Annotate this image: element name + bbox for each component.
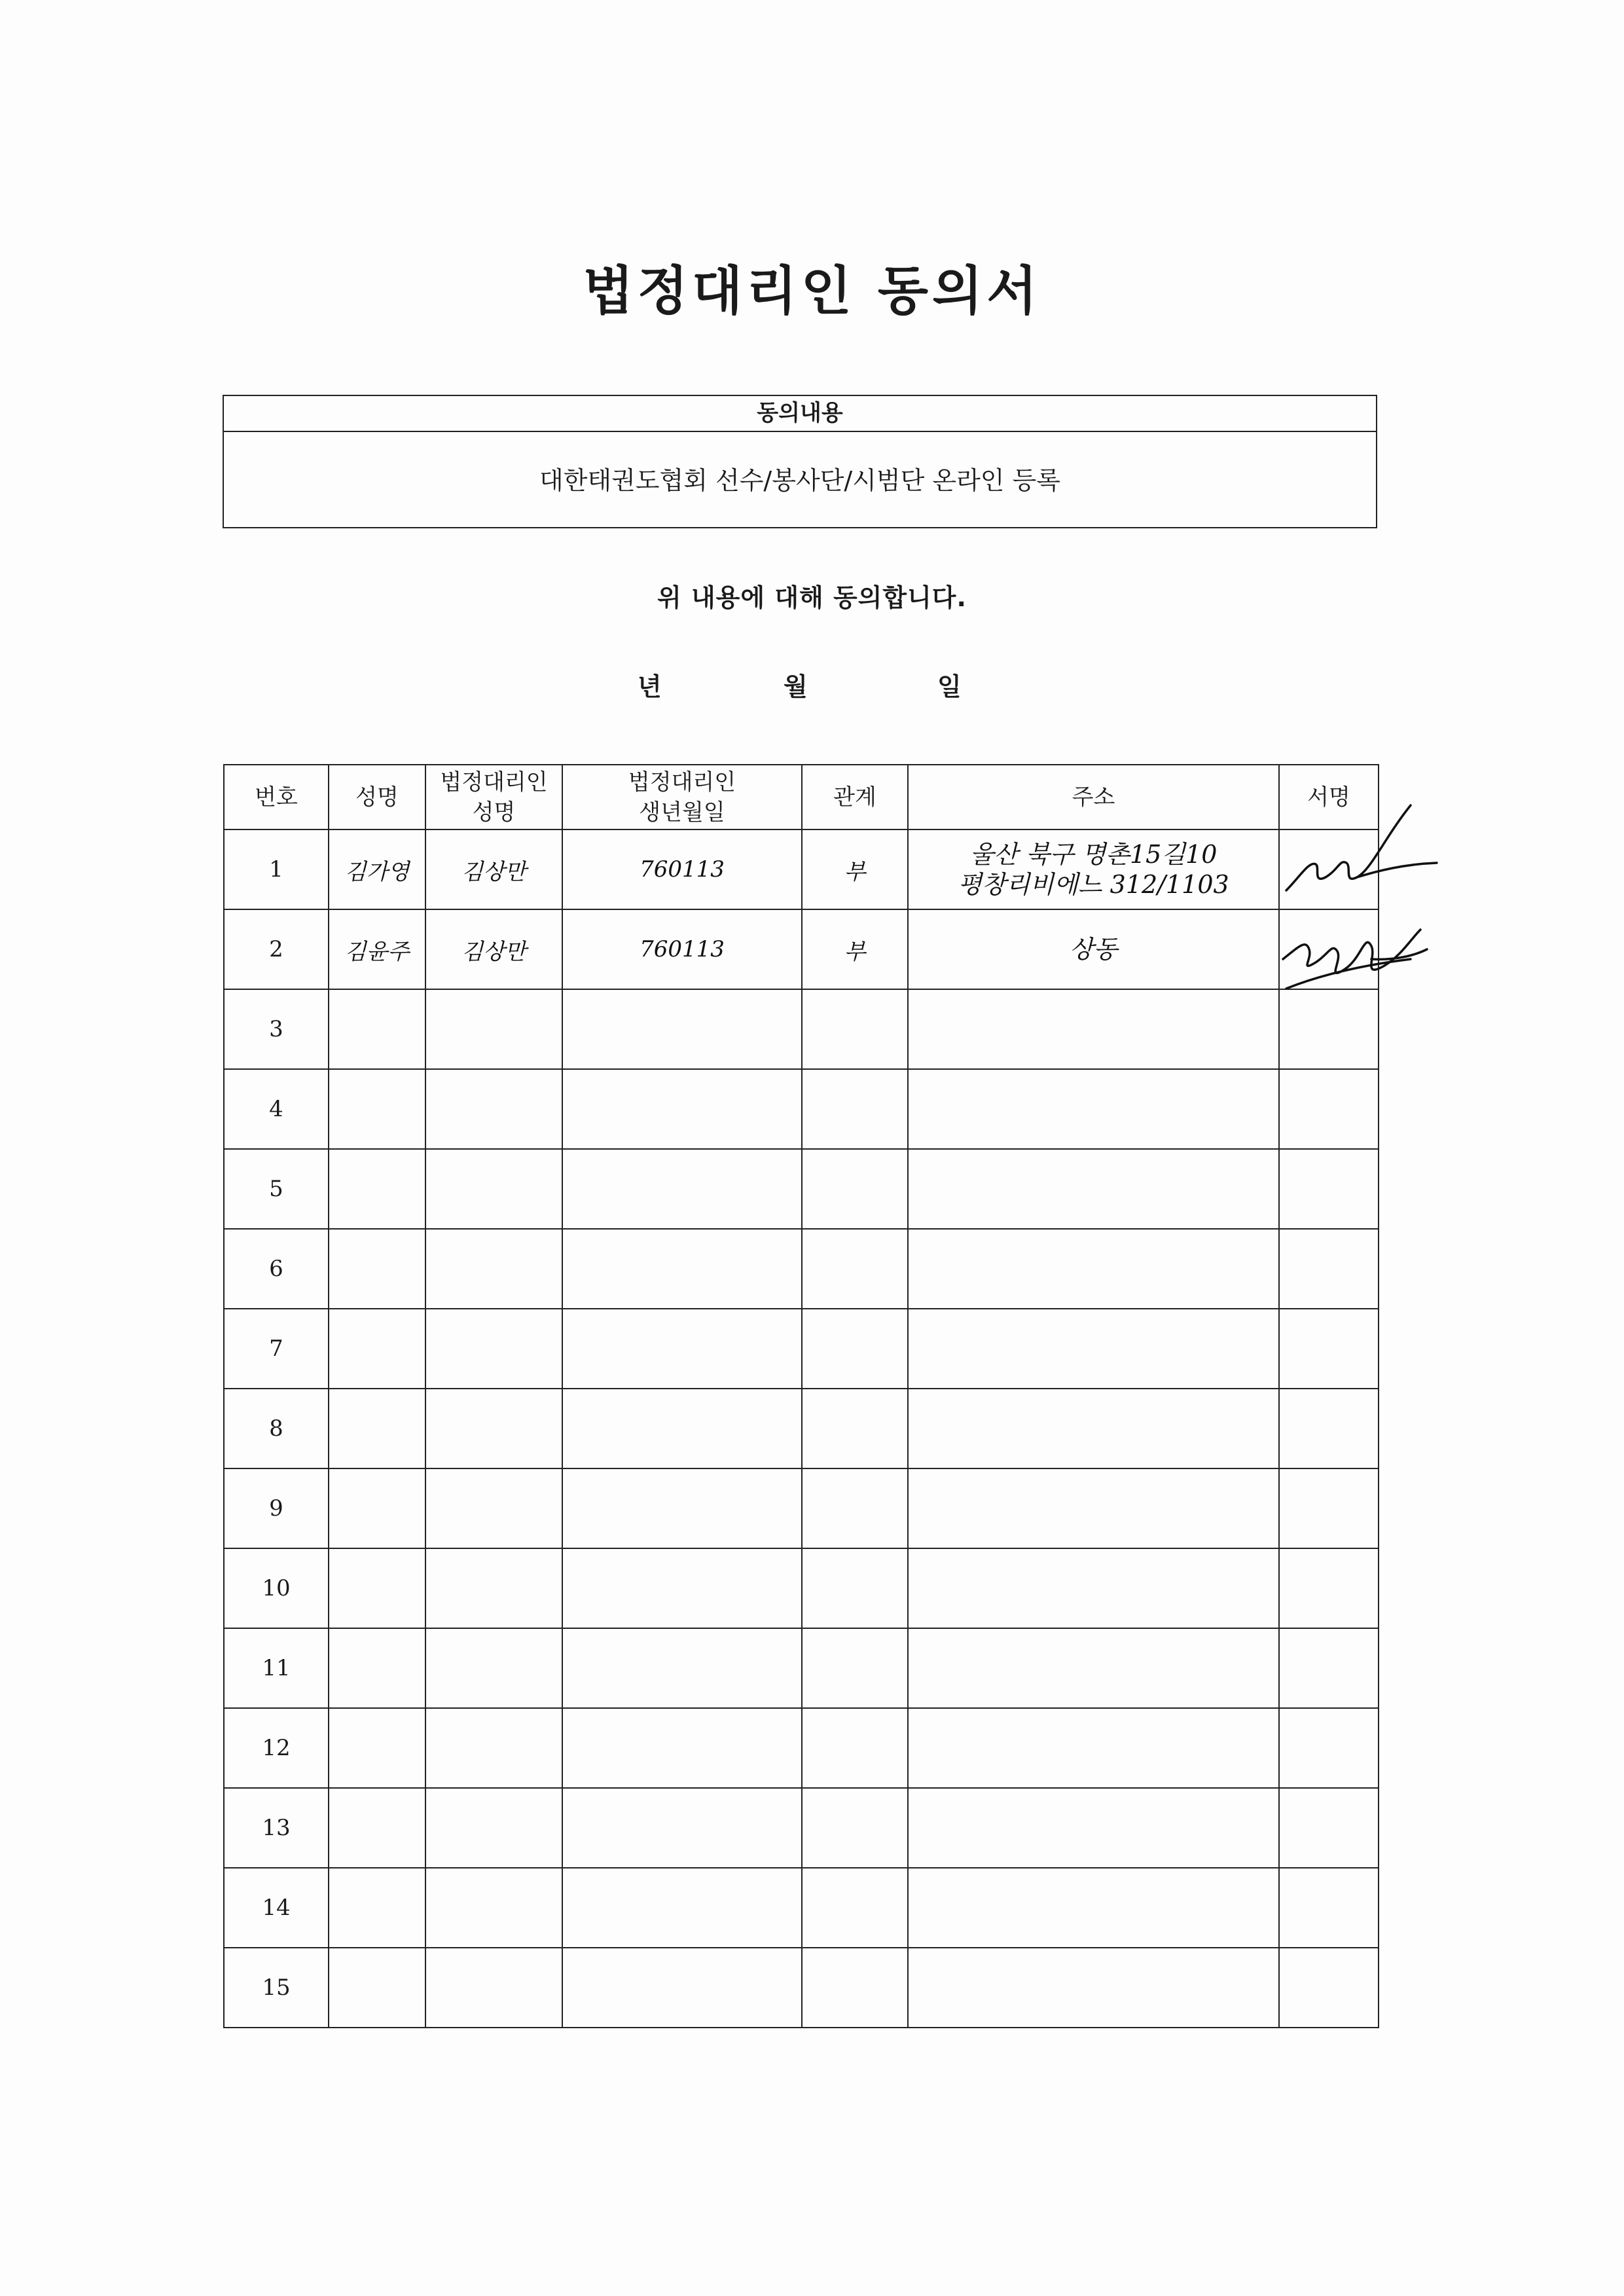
guardian-name-cell xyxy=(425,1948,562,2028)
signature-cell xyxy=(1279,1548,1379,1628)
relation-cell xyxy=(802,1708,908,1788)
student-name-cell xyxy=(329,1868,425,1948)
table-row xyxy=(224,1468,1379,1548)
address-cell xyxy=(908,1868,1279,1948)
student-name-cell xyxy=(329,1069,425,1149)
table-row xyxy=(224,1548,1379,1628)
address-address-line2: 평창리비에느 312/1103 xyxy=(958,870,1229,899)
row-number-cell: 4 xyxy=(224,1069,329,1149)
guardian-birth-cell xyxy=(562,1628,802,1708)
guardian-name-cell xyxy=(425,1468,562,1548)
student-name-cell xyxy=(329,1149,425,1229)
table-row xyxy=(224,1628,1379,1708)
header-guardian-name-line1: 법정대리인 xyxy=(440,769,548,795)
table-row xyxy=(224,1229,1379,1309)
address-cell xyxy=(908,1069,1279,1149)
guardian-name-cell xyxy=(425,1708,562,1788)
table-row xyxy=(224,1389,1379,1468)
guardian-birth-cell xyxy=(562,1548,802,1628)
table-row xyxy=(224,909,1379,989)
table-row xyxy=(224,1948,1379,2028)
date-month-label: 월 xyxy=(784,672,808,701)
relation-cell xyxy=(802,1468,908,1548)
student-name-cell xyxy=(329,1229,425,1309)
student-name-cell: 김윤주 xyxy=(329,909,425,989)
address-cell xyxy=(908,1468,1279,1548)
table-row xyxy=(224,1069,1379,1149)
relation-cell xyxy=(802,1628,908,1708)
row-number-cell: 1 xyxy=(224,829,329,909)
student-name-cell xyxy=(329,1788,425,1868)
header-guardian-birth-line1: 법정대리인 xyxy=(628,769,736,795)
header-signature: 서명 xyxy=(1279,765,1379,829)
table-row xyxy=(224,1149,1379,1229)
relation-cell xyxy=(802,1069,908,1149)
relation-cell xyxy=(802,1389,908,1468)
address-cell xyxy=(908,1229,1279,1309)
relation-cell xyxy=(802,1788,908,1868)
signature-cell xyxy=(1279,989,1379,1069)
address-cell xyxy=(908,1548,1279,1628)
row-number-cell: 14 xyxy=(224,1868,329,1948)
signature-row-2-drawing xyxy=(1280,920,1430,998)
address-address-line1: 울산 북구 명촌15길10 xyxy=(969,840,1218,869)
table-row xyxy=(224,1868,1379,1948)
signature-cell xyxy=(1279,1069,1379,1149)
signature-row-1-drawing xyxy=(1280,799,1443,917)
date-day-label: 일 xyxy=(937,672,962,701)
address-cell xyxy=(908,1948,1279,2028)
guardian-name-cell: 김상만 xyxy=(425,829,562,909)
guardian-birth-cell xyxy=(562,1868,802,1948)
address-cell xyxy=(908,1628,1279,1708)
guardian-birth-cell xyxy=(562,1788,802,1868)
relation-cell xyxy=(802,1229,908,1309)
header-address: 주소 xyxy=(908,765,1279,829)
signature-cell xyxy=(1279,1309,1379,1389)
student-name-cell xyxy=(329,1548,425,1628)
guardian-name-cell xyxy=(425,1309,562,1389)
guardian-birth-cell xyxy=(562,1149,802,1229)
row-number-cell: 7 xyxy=(224,1309,329,1389)
row-number-cell: 2 xyxy=(224,909,329,989)
address-cell xyxy=(908,829,1279,909)
student-name-cell xyxy=(329,1708,425,1788)
signature-cell xyxy=(1279,1708,1379,1788)
address-cell xyxy=(908,909,1279,989)
guardian-birth-cell xyxy=(562,1389,802,1468)
signature-cell xyxy=(1279,1628,1379,1708)
guardian-name-cell xyxy=(425,1788,562,1868)
guardian-birth-cell xyxy=(562,989,802,1069)
header-name: 성명 xyxy=(329,765,425,829)
guardian-name-cell xyxy=(425,1149,562,1229)
address-cell xyxy=(908,1708,1279,1788)
agree-statement: 위 내용에 대해 동의합니다. xyxy=(657,583,967,612)
address-cell xyxy=(908,989,1279,1069)
relation-cell xyxy=(802,989,908,1069)
header-guardian-birth-line2: 생년월일 xyxy=(639,799,725,826)
guardian-name-cell xyxy=(425,1069,562,1149)
signature-cell xyxy=(1279,1788,1379,1868)
date-year-label: 년 xyxy=(638,672,662,701)
table-row xyxy=(224,1708,1379,1788)
header-guardian-name xyxy=(425,765,562,829)
guardian-name-cell xyxy=(425,1389,562,1468)
consent-header: 동의내용 xyxy=(224,396,1376,432)
row-number-cell: 8 xyxy=(224,1389,329,1468)
guardian-name-cell xyxy=(425,989,562,1069)
row-number-cell: 9 xyxy=(224,1468,329,1548)
header-guardian-name-line2: 성명 xyxy=(472,799,516,826)
signature-cell xyxy=(1279,1149,1379,1229)
row-number-cell: 5 xyxy=(224,1149,329,1229)
row-number-cell: 13 xyxy=(224,1788,329,1868)
guardian-birth-cell: 760113 xyxy=(562,829,802,909)
guardian-birth-cell xyxy=(562,1708,802,1788)
signature-cell xyxy=(1279,1868,1379,1948)
signature-cell xyxy=(1279,1468,1379,1548)
table-row xyxy=(224,1309,1379,1389)
document-title: 법정대리인 동의서 xyxy=(583,261,1041,321)
relation-cell xyxy=(802,1149,908,1229)
table-row xyxy=(224,989,1379,1069)
guardian-birth-cell xyxy=(562,1229,802,1309)
registration-table xyxy=(223,764,1379,2028)
student-name-cell xyxy=(329,1389,425,1468)
student-name-cell xyxy=(329,1309,425,1389)
guardian-name-cell: 김상만 xyxy=(425,909,562,989)
row-number-cell: 15 xyxy=(224,1948,329,2028)
address-address-line1: 상동 xyxy=(1069,935,1118,964)
signature-cell xyxy=(1279,1948,1379,2028)
signature-cell xyxy=(1279,1389,1379,1468)
guardian-birth-cell: 760113 xyxy=(562,909,802,989)
relation-cell xyxy=(802,1309,908,1389)
relation-cell xyxy=(802,1868,908,1948)
table-header-row xyxy=(224,765,1379,829)
student-name-cell xyxy=(329,1628,425,1708)
address-cell xyxy=(908,1149,1279,1229)
header-relation: 관계 xyxy=(802,765,908,829)
student-name-cell xyxy=(329,1468,425,1548)
row-number-cell: 6 xyxy=(224,1229,329,1309)
row-number-cell: 11 xyxy=(224,1628,329,1708)
student-name-cell: 김가영 xyxy=(329,829,425,909)
consent-body: 대한태권도협회 선수/봉사단/시범단 온라인 등록 xyxy=(539,466,1060,495)
row-number-cell: 12 xyxy=(224,1708,329,1788)
header-no: 번호 xyxy=(224,765,329,829)
guardian-name-cell xyxy=(425,1229,562,1309)
row-number-cell: 3 xyxy=(224,989,329,1069)
guardian-name-cell xyxy=(425,1868,562,1948)
relation-cell xyxy=(802,1948,908,2028)
student-name-cell xyxy=(329,1948,425,2028)
guardian-birth-cell xyxy=(562,1069,802,1149)
address-cell xyxy=(908,1788,1279,1868)
guardian-birth-cell xyxy=(562,1468,802,1548)
guardian-name-cell xyxy=(425,1628,562,1708)
relation-cell: 부 xyxy=(802,909,908,989)
relation-cell: 부 xyxy=(802,829,908,909)
address-cell xyxy=(908,1309,1279,1389)
consent-box xyxy=(223,395,1377,528)
guardian-birth-cell xyxy=(562,1309,802,1389)
address-cell xyxy=(908,1389,1279,1468)
relation-cell xyxy=(802,1548,908,1628)
table-row xyxy=(224,1788,1379,1868)
guardian-name-cell xyxy=(425,1548,562,1628)
row-number-cell: 10 xyxy=(224,1548,329,1628)
signature-cell xyxy=(1279,1229,1379,1309)
student-name-cell xyxy=(329,989,425,1069)
header-guardian-birth xyxy=(562,765,802,829)
guardian-birth-cell xyxy=(562,1948,802,2028)
table-row xyxy=(224,829,1379,909)
